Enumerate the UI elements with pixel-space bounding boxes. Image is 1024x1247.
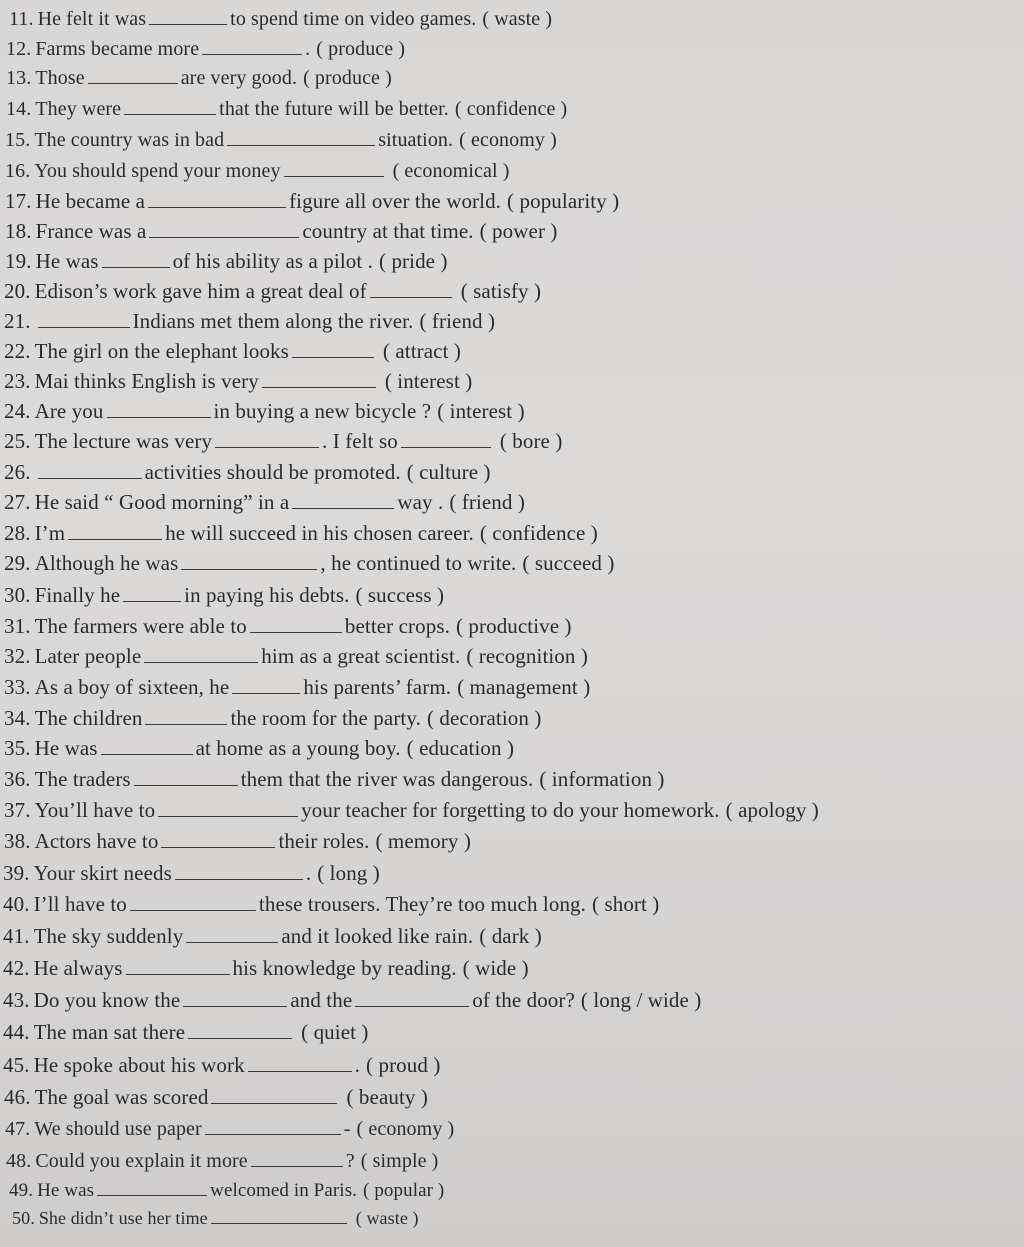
exercise-text: of the door? bbox=[472, 988, 575, 1012]
word-hint: ( decoration ) bbox=[426, 706, 542, 730]
exercise-number: 41. bbox=[3, 924, 30, 948]
exercise-text: Finally he bbox=[34, 583, 121, 607]
exercise-number: 14. bbox=[6, 98, 32, 120]
exercise-text: these trousers. They’re too much long. bbox=[258, 892, 586, 916]
exercise-text: - bbox=[343, 1118, 351, 1140]
answer-blank[interactable] bbox=[149, 217, 299, 238]
exercise-text: at home as a young boy. bbox=[195, 736, 401, 760]
word-hint: ( information ) bbox=[539, 767, 665, 791]
exercise-text: He always bbox=[33, 956, 123, 980]
exercise-number: 32. bbox=[4, 644, 31, 668]
word-hint: ( interest ) bbox=[384, 369, 473, 393]
exercise-line bbox=[9, 4, 552, 34]
word-hint: ( wide ) bbox=[462, 956, 529, 980]
answer-blank[interactable] bbox=[97, 1175, 207, 1196]
exercise-number: 45. bbox=[3, 1053, 30, 1077]
word-hint: ( long / wide ) bbox=[580, 988, 702, 1012]
exercise-number: 37. bbox=[4, 798, 31, 822]
exercise-number: 31. bbox=[4, 614, 31, 638]
exercise-text: We should use paper bbox=[34, 1118, 202, 1140]
word-hint: ( interest ) bbox=[437, 399, 525, 423]
exercise-number: 18. bbox=[5, 219, 32, 243]
answer-blank[interactable] bbox=[232, 673, 300, 694]
exercise-number: 42. bbox=[3, 956, 30, 980]
exercise-line bbox=[4, 548, 614, 578]
exercise-line bbox=[4, 1082, 428, 1112]
word-hint: ( friend ) bbox=[419, 309, 496, 333]
word-hint: ( productive ) bbox=[455, 614, 572, 638]
word-hint: ( succeed ) bbox=[522, 551, 615, 575]
exercise-text: I’m bbox=[34, 521, 66, 545]
exercise-number: 36. bbox=[4, 767, 31, 791]
exercise-text: He said “ Good morning” in a bbox=[34, 490, 290, 514]
exercise-number: 26. bbox=[4, 460, 31, 484]
word-hint: ( waste ) bbox=[482, 8, 553, 30]
word-hint: ( apology ) bbox=[725, 798, 819, 822]
exercise-line bbox=[4, 518, 598, 548]
exercise-text: in buying a new bicycle ? bbox=[213, 399, 432, 423]
word-hint: ( education ) bbox=[406, 736, 515, 760]
answer-blank[interactable] bbox=[401, 427, 491, 448]
word-hint: ( economy ) bbox=[356, 1118, 455, 1140]
exercise-text: . bbox=[305, 861, 312, 885]
exercise-text: Actors have to bbox=[34, 829, 159, 853]
exercise-line bbox=[6, 34, 405, 64]
exercise-text: He was bbox=[35, 249, 99, 273]
exercise-number: 40. bbox=[3, 892, 30, 916]
exercise-number: 19. bbox=[5, 249, 32, 273]
answer-blank[interactable] bbox=[145, 704, 227, 725]
answer-blank[interactable] bbox=[107, 397, 211, 418]
exercise-number: 43. bbox=[3, 988, 30, 1012]
word-hint: ( proud ) bbox=[366, 1053, 441, 1077]
exercise-number: 44. bbox=[3, 1020, 30, 1044]
answer-blank[interactable] bbox=[183, 986, 287, 1007]
exercise-number: 16. bbox=[5, 160, 31, 182]
word-hint: ( pride ) bbox=[379, 249, 448, 273]
answer-blank[interactable] bbox=[68, 519, 162, 540]
exercise-line bbox=[4, 426, 562, 456]
answer-blank[interactable] bbox=[251, 1146, 343, 1167]
answer-blank[interactable] bbox=[102, 247, 170, 268]
word-hint: ( bore ) bbox=[499, 429, 563, 453]
exercise-line bbox=[5, 216, 557, 246]
answer-blank[interactable] bbox=[188, 1018, 292, 1039]
exercise-text: She didn’t use her time bbox=[38, 1208, 208, 1228]
exercise-line bbox=[5, 1114, 454, 1144]
exercise-text: You’ll have to bbox=[34, 798, 156, 822]
word-hint: ( attract ) bbox=[382, 339, 461, 363]
exercise-text: Edison’s work gave him a great deal of bbox=[34, 279, 367, 303]
answer-blank[interactable] bbox=[205, 1114, 341, 1135]
answer-blank[interactable] bbox=[292, 488, 394, 509]
exercise-number: 47. bbox=[5, 1118, 31, 1140]
exercise-text: The girl on the elephant looks bbox=[34, 339, 289, 363]
exercise-number: 27. bbox=[4, 490, 31, 514]
exercise-text: are very good. bbox=[180, 67, 298, 89]
exercise-line bbox=[4, 826, 471, 856]
exercise-text: The farmers were able to bbox=[34, 614, 247, 638]
word-hint: ( power ) bbox=[479, 219, 558, 243]
exercise-text: and the bbox=[290, 988, 353, 1012]
exercise-text: of his ability as a pilot . bbox=[172, 249, 373, 273]
exercise-text: country at that time. bbox=[302, 219, 474, 243]
exercise-text: he will succeed in his chosen career. bbox=[165, 521, 474, 545]
exercise-text: The traders bbox=[34, 767, 131, 791]
exercise-line bbox=[4, 641, 588, 671]
exercise-number: 20. bbox=[4, 279, 31, 303]
word-hint: ( dark ) bbox=[479, 924, 542, 948]
exercise-line bbox=[4, 764, 665, 794]
exercise-text: He was bbox=[34, 736, 98, 760]
exercise-text: The children bbox=[34, 706, 143, 730]
word-hint: ( simple ) bbox=[360, 1150, 439, 1172]
exercise-number: 22. bbox=[4, 339, 31, 363]
word-hint: ( economy ) bbox=[459, 129, 557, 151]
answer-blank[interactable] bbox=[101, 734, 193, 755]
exercise-line bbox=[4, 336, 461, 366]
answer-blank[interactable] bbox=[144, 642, 258, 663]
word-hint: ( economical ) bbox=[392, 160, 510, 182]
answer-blank[interactable] bbox=[161, 827, 275, 848]
exercise-number: 35. bbox=[4, 736, 31, 760]
exercise-number: 39. bbox=[3, 861, 30, 885]
exercise-text: situation. bbox=[378, 129, 454, 151]
exercise-text: your teacher for forgetting to do your homework. bbox=[301, 798, 720, 822]
exercise-text: He was bbox=[37, 1180, 95, 1201]
exercise-number: 15. bbox=[5, 129, 31, 151]
answer-blank[interactable] bbox=[186, 922, 278, 943]
exercise-line bbox=[4, 795, 819, 825]
exercise-text: him as a great scientist. bbox=[261, 644, 461, 668]
exercise-text: ? bbox=[345, 1150, 355, 1172]
exercise-text: Could you explain it more bbox=[35, 1150, 248, 1172]
exercise-text: . bbox=[305, 38, 311, 60]
answer-blank[interactable] bbox=[284, 156, 384, 177]
word-hint: ( beauty ) bbox=[346, 1085, 428, 1109]
exercise-text: The sky suddenly bbox=[33, 924, 184, 948]
exercise-text: He became a bbox=[35, 189, 146, 213]
exercise-text: his parents’ farm. bbox=[303, 675, 452, 699]
exercise-number: 49. bbox=[9, 1180, 34, 1201]
exercise-text: . bbox=[354, 1053, 361, 1077]
exercise-text: The country was in bad bbox=[34, 129, 225, 151]
exercise-line bbox=[5, 125, 557, 155]
exercise-line bbox=[3, 953, 529, 983]
exercise-text: Although he was bbox=[34, 551, 179, 575]
answer-blank[interactable] bbox=[248, 1051, 352, 1072]
exercise-line bbox=[4, 733, 514, 763]
exercise-text: I’ll have to bbox=[33, 892, 127, 916]
exercise-line bbox=[3, 858, 380, 888]
exercise-text: the room for the party. bbox=[230, 706, 421, 730]
answer-blank[interactable] bbox=[126, 954, 230, 975]
word-hint: ( memory ) bbox=[375, 829, 471, 853]
answer-blank[interactable] bbox=[175, 859, 303, 880]
exercise-text: them that the river was dangerous. bbox=[240, 767, 534, 791]
word-hint: ( friend ) bbox=[449, 490, 525, 514]
word-hint: ( produce ) bbox=[303, 67, 392, 89]
exercise-text: Do you know the bbox=[33, 988, 181, 1012]
answer-blank[interactable] bbox=[134, 765, 238, 786]
exercise-number: 11. bbox=[9, 8, 34, 30]
exercise-number: 50. bbox=[12, 1208, 35, 1228]
answer-blank[interactable] bbox=[292, 337, 374, 358]
exercise-text: to spend time on video games. bbox=[230, 8, 477, 30]
exercise-text: They were bbox=[35, 98, 122, 120]
exercise-line bbox=[5, 156, 509, 186]
exercise-text: Mai thinks English is very bbox=[34, 369, 259, 393]
exercise-number: 30. bbox=[4, 583, 31, 607]
answer-blank[interactable] bbox=[215, 427, 319, 448]
answer-blank[interactable] bbox=[149, 4, 227, 25]
word-hint: ( recognition ) bbox=[466, 644, 588, 668]
answer-blank[interactable] bbox=[88, 63, 178, 84]
exercise-text: their roles. bbox=[278, 829, 370, 853]
exercise-text: Farms became more bbox=[35, 38, 200, 60]
exercise-text: France was a bbox=[35, 219, 147, 243]
exercise-line bbox=[4, 366, 472, 396]
exercise-line bbox=[9, 1175, 444, 1205]
exercise-text: He felt it was bbox=[37, 8, 147, 30]
exercise-number: 34. bbox=[4, 706, 31, 730]
word-hint: ( waste ) bbox=[355, 1208, 419, 1228]
exercise-text: . I felt so bbox=[322, 429, 398, 453]
exercise-text: , he continued to write. bbox=[320, 551, 517, 575]
exercise-text: Those bbox=[35, 67, 85, 89]
exercise-text: Later people bbox=[34, 644, 142, 668]
exercise-text: and it looked like rain. bbox=[281, 924, 474, 948]
exercise-number: 17. bbox=[5, 189, 32, 213]
exercise-number: 25. bbox=[4, 429, 31, 453]
exercise-text: activities should be promoted. bbox=[144, 460, 401, 484]
word-hint: ( produce ) bbox=[316, 38, 406, 60]
exercise-number: 28. bbox=[4, 521, 31, 545]
exercise-line bbox=[4, 672, 590, 702]
exercise-number: 46. bbox=[4, 1085, 31, 1109]
exercise-line bbox=[5, 246, 448, 276]
exercise-text: Indians met them along the river. bbox=[132, 309, 414, 333]
answer-blank[interactable] bbox=[227, 125, 375, 146]
answer-blank[interactable] bbox=[370, 277, 452, 298]
exercise-number: 38. bbox=[4, 829, 31, 853]
exercise-number: 13. bbox=[6, 67, 32, 89]
answer-blank[interactable] bbox=[148, 187, 286, 208]
exercise-text: figure all over the world. bbox=[289, 189, 502, 213]
exercise-text: You should spend your money bbox=[34, 160, 281, 182]
word-hint: ( management ) bbox=[457, 675, 591, 699]
exercise-text: better crops. bbox=[344, 614, 450, 638]
exercise-number: 12. bbox=[6, 38, 32, 60]
word-hint: ( quiet ) bbox=[301, 1020, 369, 1044]
answer-blank[interactable] bbox=[211, 1203, 347, 1224]
answer-blank[interactable] bbox=[158, 796, 298, 817]
exercise-text: welcomed in Paris. bbox=[210, 1180, 358, 1201]
answer-blank[interactable] bbox=[181, 549, 317, 570]
exercise-line bbox=[4, 487, 525, 517]
word-hint: ( confidence ) bbox=[454, 98, 568, 120]
exercise-line bbox=[3, 889, 659, 919]
exercise-text: way . bbox=[397, 490, 444, 514]
exercise-text: As a boy of sixteen, he bbox=[34, 675, 230, 699]
exercise-line bbox=[4, 580, 444, 610]
answer-blank[interactable] bbox=[262, 367, 376, 388]
word-hint: ( confidence ) bbox=[479, 521, 598, 545]
exercise-text: Your skirt needs bbox=[33, 861, 172, 885]
exercise-number: 33. bbox=[4, 675, 31, 699]
exercise-line bbox=[4, 703, 541, 733]
exercise-number: 48. bbox=[6, 1150, 32, 1172]
exercise-line bbox=[5, 186, 619, 216]
word-hint: ( long ) bbox=[317, 861, 380, 885]
exercise-line bbox=[3, 921, 542, 951]
exercise-line bbox=[3, 1017, 369, 1047]
word-hint: ( satisfy ) bbox=[460, 279, 542, 303]
exercise-line bbox=[4, 396, 525, 426]
answer-blank[interactable] bbox=[250, 612, 342, 633]
exercise-line bbox=[4, 611, 572, 641]
exercise-line bbox=[4, 276, 541, 306]
exercise-number: 21. bbox=[4, 309, 31, 333]
exercise-line bbox=[6, 1146, 438, 1176]
exercise-line bbox=[4, 306, 495, 336]
exercise-line bbox=[3, 985, 701, 1015]
answer-blank[interactable] bbox=[355, 986, 469, 1007]
answer-blank[interactable] bbox=[123, 581, 181, 602]
exercise-number: 24. bbox=[4, 399, 31, 423]
exercise-text: his knowledge by reading. bbox=[232, 956, 457, 980]
exercise-line bbox=[4, 457, 491, 487]
word-hint: ( success ) bbox=[355, 583, 445, 607]
answer-blank[interactable] bbox=[211, 1083, 337, 1104]
answer-blank[interactable] bbox=[130, 890, 256, 911]
exercise-number: 23. bbox=[4, 369, 31, 393]
exercise-text: The lecture was very bbox=[34, 429, 213, 453]
answer-blank[interactable] bbox=[38, 307, 130, 328]
exercise-text: The man sat there bbox=[33, 1020, 186, 1044]
word-hint: ( short ) bbox=[592, 892, 660, 916]
exercise-text: Are you bbox=[34, 399, 104, 423]
exercise-text: in paying his debts. bbox=[184, 583, 350, 607]
exercise-line bbox=[6, 94, 567, 124]
exercise-line bbox=[3, 1050, 440, 1080]
exercise-text: He spoke about his work bbox=[33, 1053, 245, 1077]
word-hint: ( culture ) bbox=[406, 460, 491, 484]
word-hint: ( popular ) bbox=[363, 1180, 445, 1201]
exercise-text: that the future will be better. bbox=[219, 98, 449, 120]
answer-blank[interactable] bbox=[38, 458, 142, 479]
exercise-number: 29. bbox=[4, 551, 31, 575]
exercise-text: The goal was scored bbox=[34, 1085, 209, 1109]
answer-blank[interactable] bbox=[124, 94, 216, 115]
answer-blank[interactable] bbox=[202, 34, 302, 55]
exercise-line bbox=[6, 63, 392, 93]
word-hint: ( popularity ) bbox=[507, 189, 620, 213]
exercise-line bbox=[12, 1203, 419, 1233]
